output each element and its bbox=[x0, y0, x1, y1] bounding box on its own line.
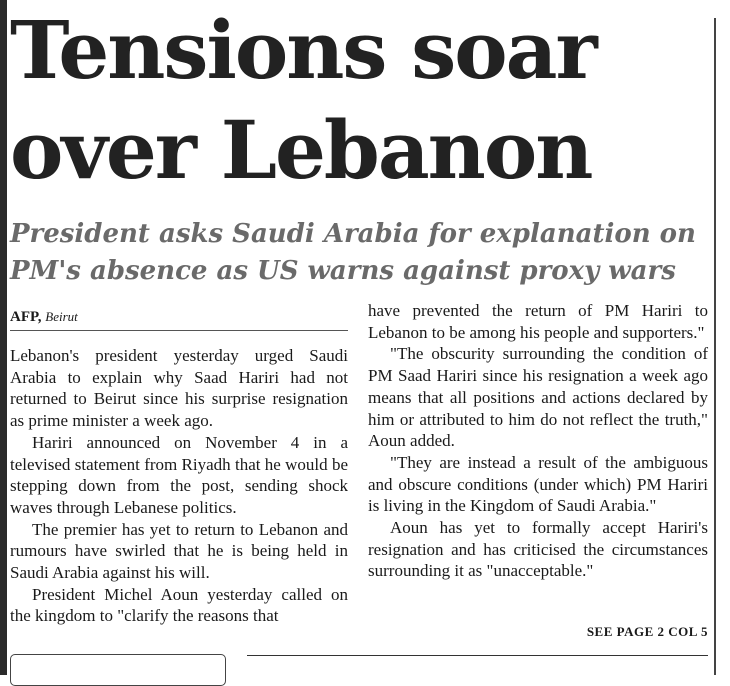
paragraph: have prevented the return of PM Hariri to Lebanon to be among his people and supporters." bbox=[368, 301, 708, 342]
paragraph: President Michel Aoun yesterday called on the kingdom to "clarify the reasons that bbox=[10, 584, 348, 626]
paragraph: Hariri announced on November 4 in a televised statement from Riyadh that he would be stepping down from the post, sending shock waves through Lebanese politics. bbox=[10, 432, 348, 517]
paragraph: "They are instead a result of the ambiguous and obscure conditions (under which) PM Hariri is living in the Kingdom of Saudi Arabia." bbox=[368, 452, 708, 516]
column-rule bbox=[714, 18, 716, 675]
paragraph: Aoun has yet to formally accept Hariri's resignation and has criticised the circumstances surrounding it as "unacceptable." bbox=[368, 518, 708, 581]
paragraph: The premier has yet to return to Lebanon and rumours have swirled that he is being held in Saudi Arabia against his will. bbox=[10, 519, 348, 583]
article-column-2 bbox=[368, 300, 708, 582]
byline bbox=[10, 307, 348, 331]
see-page-jump-link: SEE PAGE 2 COL 5 bbox=[586, 624, 708, 639]
bottom-rule bbox=[247, 655, 708, 656]
headline bbox=[10, 0, 710, 200]
bottom-box bbox=[10, 654, 226, 686]
headline-line-1: Tensions soar bbox=[10, 3, 596, 97]
article-column-1 bbox=[10, 307, 348, 627]
left-edge-bar bbox=[0, 0, 7, 675]
headline-line-2: over Lebanon bbox=[10, 103, 592, 197]
subheadline-line-2: PM's absence as US warns against proxy wars bbox=[10, 256, 676, 286]
paragraph: Lebanon's president yesterday urged Saudi Arabia to explain why Saad Hariri had not returned to Beirut since his surprise resignation as prime minister a week ago. bbox=[10, 346, 348, 431]
subheadline-line-1: President asks Saudi Arabia for explanation on bbox=[10, 219, 696, 249]
subheadline bbox=[10, 216, 710, 290]
byline-place: Beirut bbox=[45, 309, 78, 324]
paragraph: "The obscurity surrounding the condition of PM Saad Hariri since his resignation a week ago means that all positions and actions declared by him or attributed to him do not reflect the truth," Aoun added. bbox=[368, 344, 708, 451]
byline-agency: AFP, bbox=[10, 309, 42, 325]
